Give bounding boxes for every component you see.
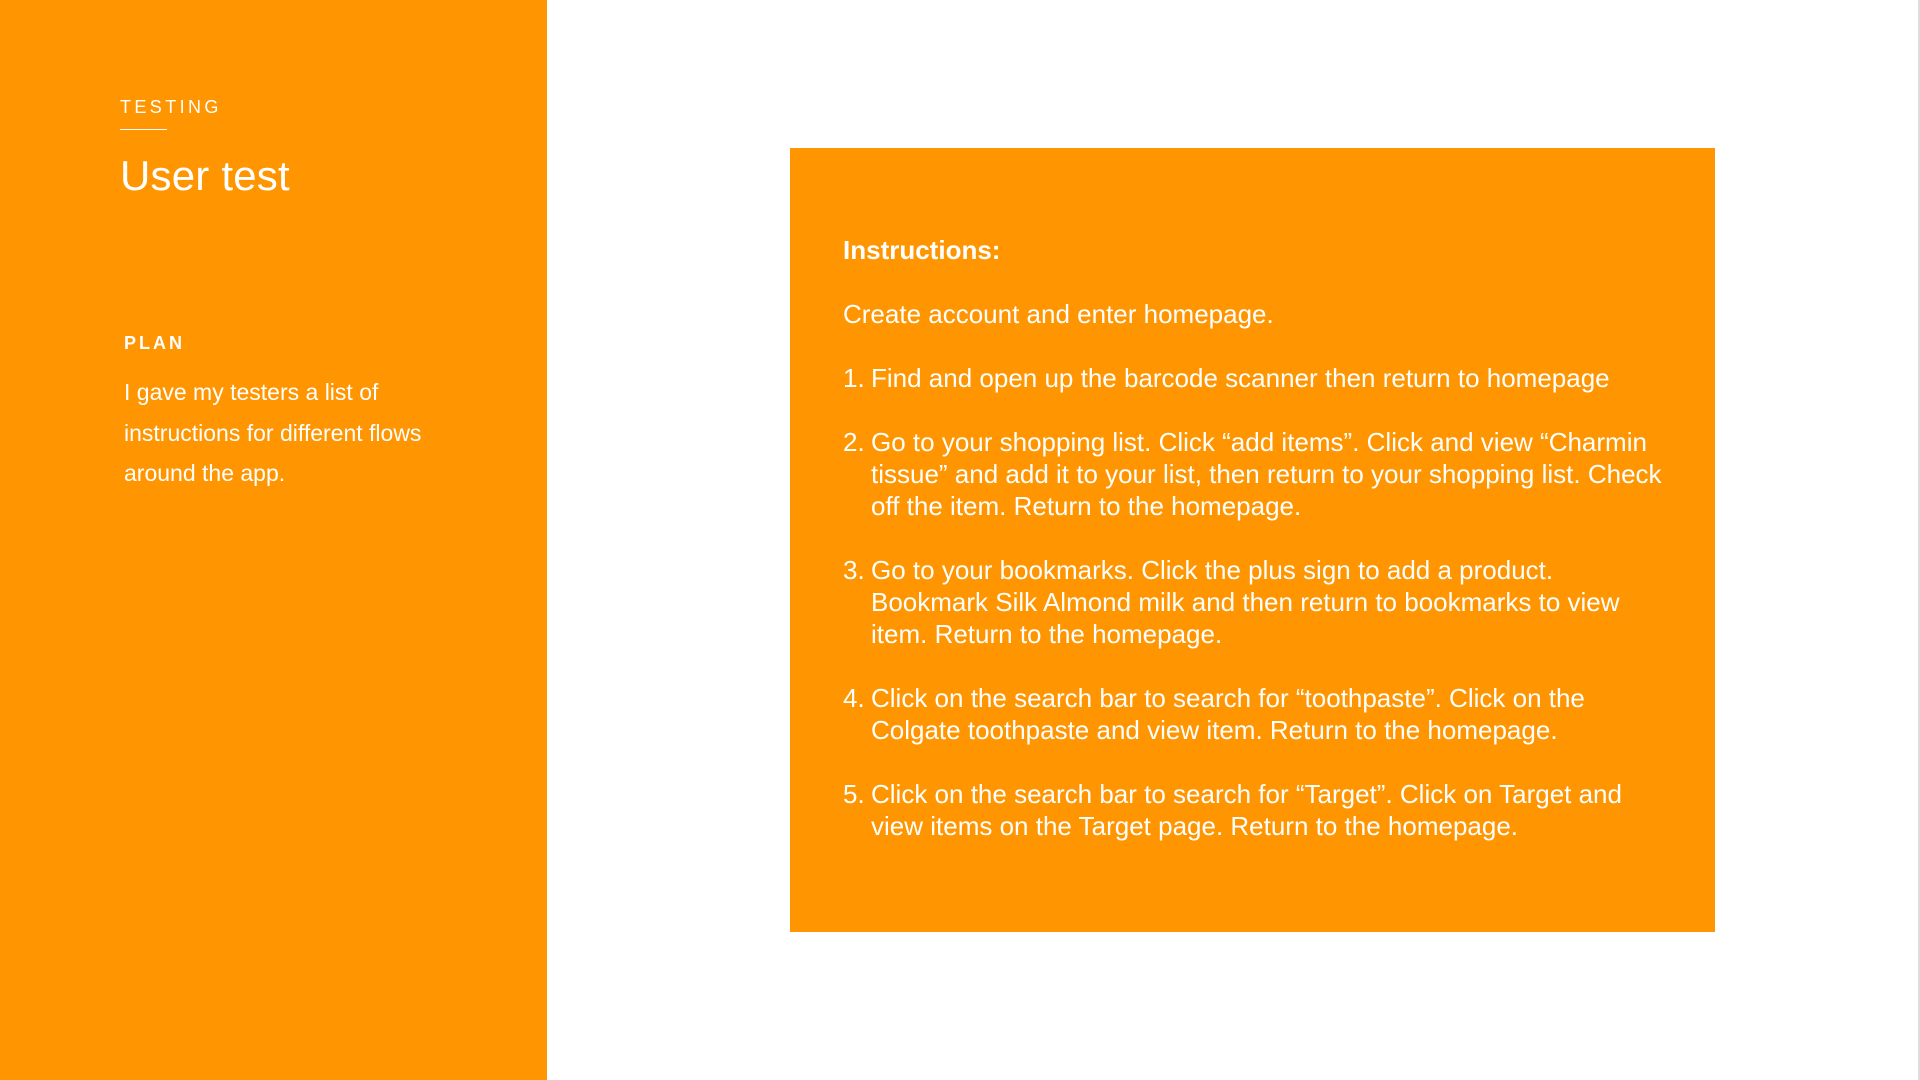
instruction-step: [843, 778, 1673, 842]
step-text: Click on the search bar to search for “Target”. Click on Target and view items on the Target page. Return to the homepage.: [871, 779, 1622, 841]
sidebar-panel: [0, 0, 547, 1080]
instruction-step: [843, 682, 1673, 746]
page-title: User test: [120, 152, 290, 199]
instructions-intro: Create account and enter homepage.: [843, 299, 1274, 329]
instruction-steps-list: [843, 362, 1673, 842]
step-text: Go to your shopping list. Click “add items”. Click and view “Charmin tissue” and add it to your list, then return to your shopping list. Check off the item. Return to the homepage.: [871, 427, 1662, 521]
instructions-card: [790, 148, 1715, 932]
step-text: Click on the search bar to search for “toothpaste”. Click on the Colgate toothpaste and view item. Return to the homepage.: [871, 683, 1585, 745]
step-number: 5.: [843, 779, 865, 809]
instructions-heading: Instructions:: [843, 235, 1001, 265]
plan-heading: PLAN: [124, 333, 185, 353]
plan-description: I gave my testers a list of instructions for different flows around the app.: [124, 379, 422, 486]
instruction-step: [843, 362, 1673, 394]
step-text: Go to your bookmarks. Click the plus sign to add a product. Bookmark Silk Almond milk and then return to bookmarks to view item. Return to the homepage.: [871, 555, 1620, 649]
instruction-step: [843, 554, 1673, 650]
step-text: Find and open up the barcode scanner then return to homepage: [871, 363, 1610, 393]
step-number: 3.: [843, 555, 865, 585]
section-eyebrow: TESTING: [120, 97, 222, 117]
instructions-content: [843, 234, 1673, 874]
step-number: 4.: [843, 683, 865, 713]
step-number: 2.: [843, 427, 865, 457]
step-number: 1.: [843, 363, 865, 393]
instruction-step: [843, 426, 1673, 522]
eyebrow-divider: [120, 129, 167, 130]
